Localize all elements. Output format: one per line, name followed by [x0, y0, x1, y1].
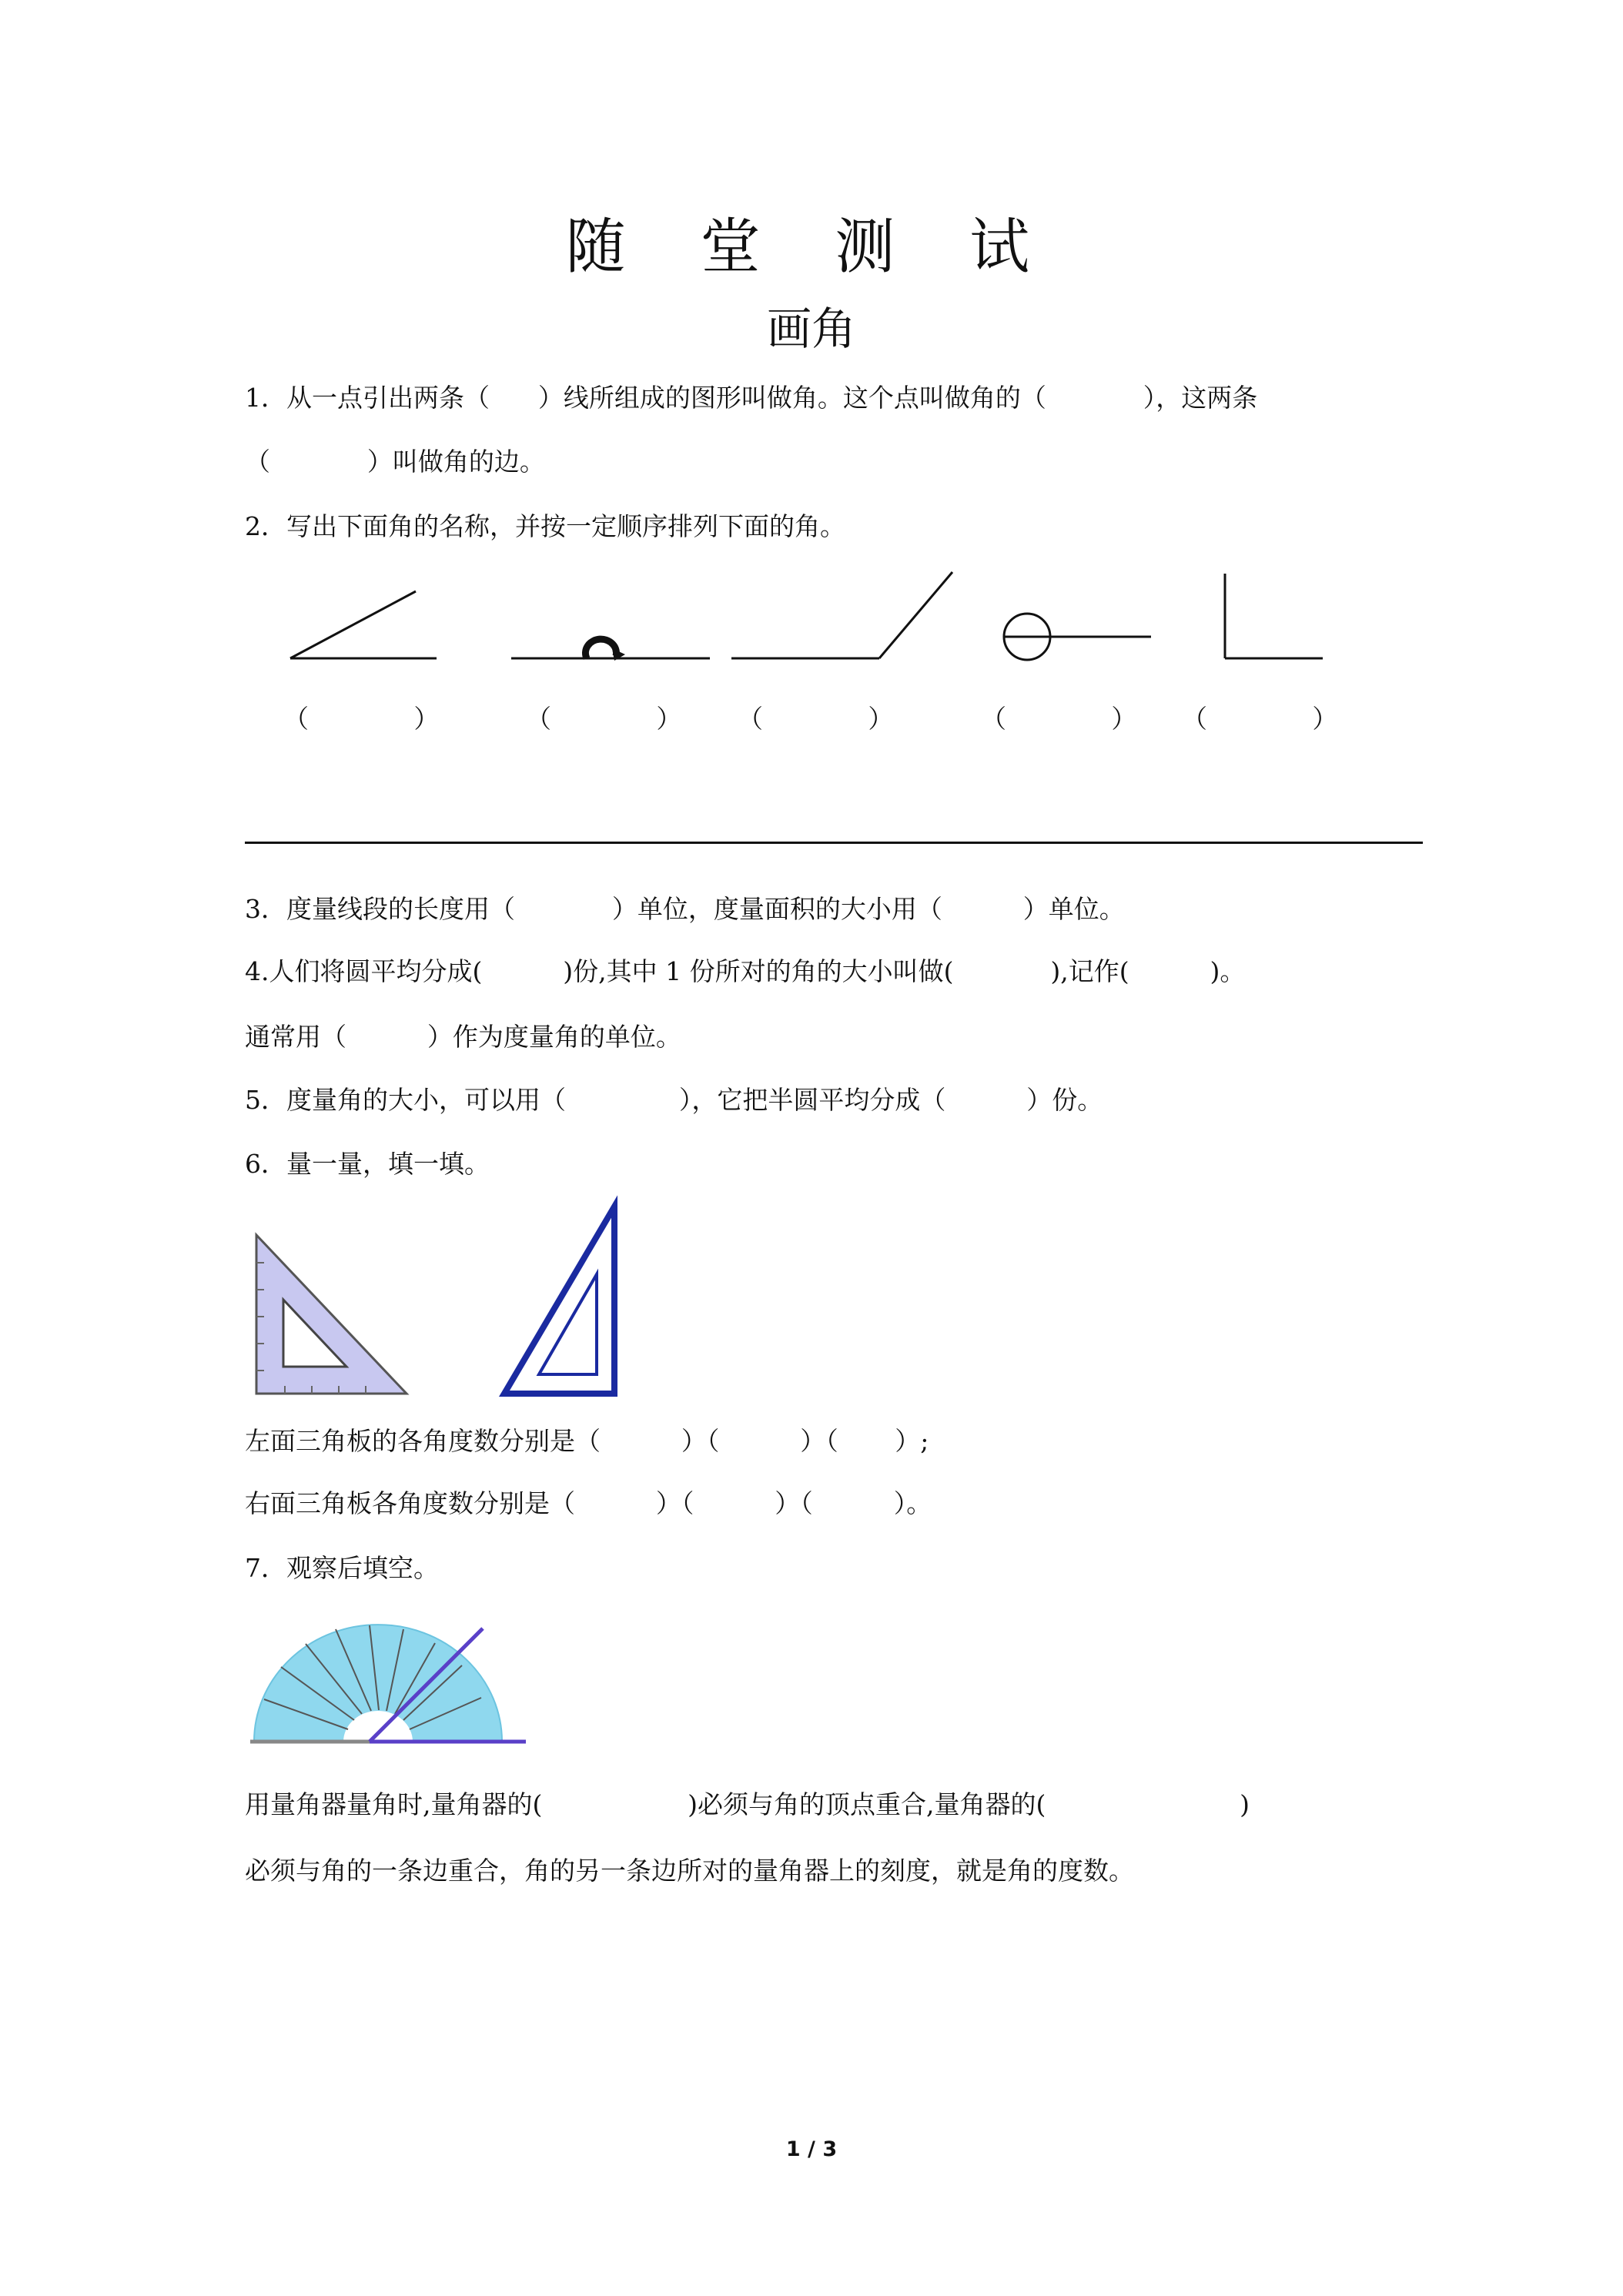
protractor [250, 1625, 502, 1742]
question-6-right-answer: 右面三角板各角度数分别是（ ）（ ）（ ）。 [245, 1488, 932, 1518]
question-7-text: 7．观察后填空。 [245, 1553, 439, 1583]
question-6-left-answer: 左面三角板的各角度数分别是（ ）（ ）（ ）; [245, 1426, 929, 1456]
question-5-text: 5．度量角的大小，可以用（ ），它把半圆平均分成（ ）份。 [245, 1085, 1103, 1115]
question-7-line-1: 用量角器量角时,量角器的( )必须与角的顶点重合,量角器的( ) [245, 1789, 1250, 1819]
question-4-line-1: 4.人们将圆平均分成( )份,其中 1 份所对的角的大小叫做( ),记作( )。 [245, 956, 1246, 986]
question-1-line-2: （ ）叫做角的边。 [245, 447, 545, 477]
question-7-line-2: 必须与角的一条边重合，角的另一条边所对的量角器上的刻度，就是角的度数。 [245, 1856, 1134, 1886]
answer-blank-4[interactable]: （ ） [981, 704, 1137, 734]
answer-blank-5[interactable]: （ ） [1182, 704, 1338, 734]
question-1-line-1: 1．从一点引出两条（ ）线所组成的图形叫做角。这个点叫做角的（ ），这两条 [245, 383, 1258, 413]
question-4-line-2: 通常用（ ）作为度量角的单位。 [245, 1022, 681, 1052]
page-number: 1 / 3 [785, 2137, 838, 2161]
answer-blank-1[interactable]: （ ） [283, 704, 440, 734]
question-6-text: 6．量一量，填一填。 [245, 1149, 490, 1179]
question-3-text: 3．度量线段的长度用（ ）单位，度量面积的大小用（ ）单位。 [245, 894, 1125, 924]
page-title: 随 堂 测 试 [565, 213, 1058, 282]
page-subtitle: 画角 [766, 303, 856, 355]
question-2-text: 2．写出下面角的名称，并按一定顺序排列下面的角。 [245, 511, 845, 541]
answer-blank-3[interactable]: （ ） [738, 704, 894, 734]
answer-blank-2[interactable]: （ ） [526, 704, 682, 734]
